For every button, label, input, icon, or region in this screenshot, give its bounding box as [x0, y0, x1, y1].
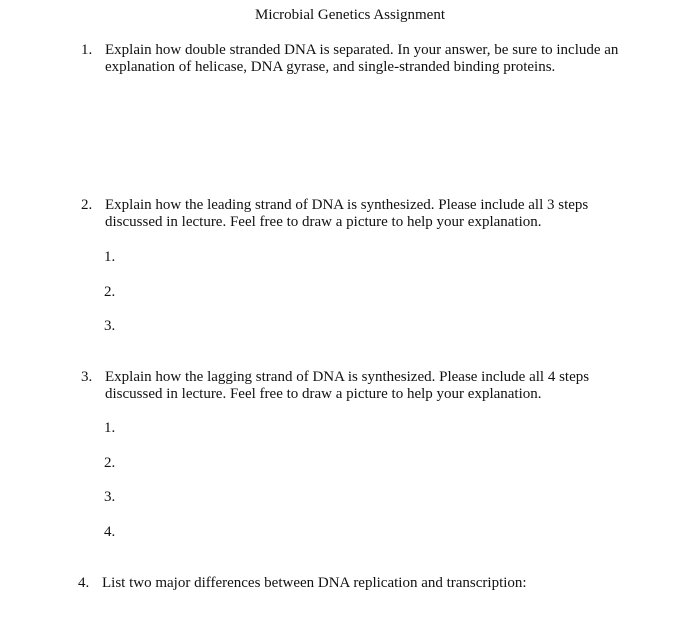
step-label: 2.: [104, 284, 116, 300]
question-2: [81, 197, 641, 231]
step-label: 3.: [104, 489, 116, 505]
page-title: Microbial Genetics Assignment: [255, 7, 445, 23]
question-text: List two major differences between DNA replication and transcription:: [102, 575, 527, 591]
question-number: 4.: [78, 575, 90, 591]
question-number: 3.: [81, 369, 93, 385]
question-number: 2.: [81, 197, 93, 213]
question-3: [81, 369, 641, 403]
question-number: 1.: [81, 42, 93, 58]
step-label: 2.: [104, 455, 116, 471]
step-label: 1.: [104, 420, 116, 436]
question-text: Explain how the lagging strand of DNA is synthesized. Please include all 4 steps discussed in lecture. Feel free to draw a picture to help your explanation.: [105, 369, 590, 402]
step-label: 3.: [104, 318, 116, 334]
step-label: 1.: [104, 249, 116, 265]
question-4: [78, 575, 678, 592]
question-text: Explain how the leading strand of DNA is synthesized. Please include all 3 steps discussed in lecture. Feel free to draw a picture to help your explanation.: [105, 197, 589, 230]
step-label: 4.: [104, 524, 116, 540]
question-1: [81, 42, 641, 76]
question-text: Explain how double stranded DNA is separated. In your answer, be sure to include an explanation of helicase, DNA gyrase, and single-stranded binding proteins.: [105, 42, 619, 75]
